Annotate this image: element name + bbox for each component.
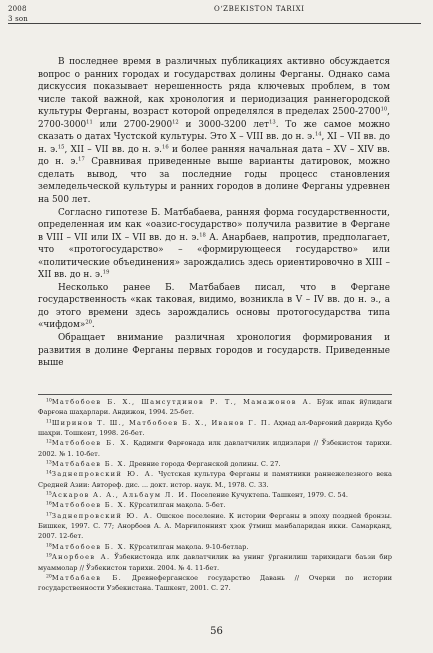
footnote-number: 14 [46,470,52,476]
footnote-number: 11 [46,419,52,425]
footnote-text: Аҳмад ал-Фарғоний даврида Қубо шаҳри. Тошкент, 1998. 26-бет. [38,418,393,438]
paragraph-2: Согласно гипотезе Б. Матбабаева, ранняя форма государственности, определенная им как «оазис-государство» получила развитие в Фергане в VIII – VII или IX – VII вв. до н. э.$^{18}$ А. Анарбаев, напротив, предполагает, что «протогосударство» – «формирующееся государство» или «политические объединения» зарождались здесь ориентировочно в XIII – XII вв. до н. э.$^{19}$ [38,207,390,281]
footnote-text: Ошское поселение. К истории Ферганы в эпоху поздней бронзы. Бишкек, 1997. С. 77; Анорбоев А. А. Марғилонният ҳзок ўтмиш манбаларидан икки. Самарқанд, 2007. 12-бет. [38,511,392,541]
footnote-number: 15 [46,491,52,497]
footnote-author: Матбабаев Б. Х. [51,460,128,469]
paragraph-1: В последнее время в различных публикациях активно обсуждается вопрос о ранних городах и государствах долины Ферганы. Однако сама дискуссия показывает нерешенность ряда ключевых проблем, в том числе такой важной, как хронология и периодизация раннегородской культуры Ферганы, возраст которой определялся в пределах 2500-2700$^{10}$, 2700-3000$^{11}$ или 2700-2900$^{12}$ и 3000-3200 лет$^{13}$. То же самое можно сказать о датах Чустской культуры. Это Х – VIII вв. до н. э.$^{14}$, XI – VII вв. до н. э.$^{15}$, XII – VII вв. до н. э.$^{16}$ и более ранняя начальная дата – XV – XIV вв. до н. э.$^{17}$ Сравнивая приведенные выше варианты датировок, можно сделать вывод, что за последние годы процесс становления земледельческой культуры и ранних городов в долине Ферганы удревнен на 500 лет. [38,57,391,206]
footnote-author: Заднепровский Ю. А. [51,470,155,479]
footnote-text: Қадимги Фарғонада илк давлатчилик илдизлари // Ўзбекистон тарихи. 2002. № 1. 10-бет. [38,439,392,458]
footnote-number: 17 [46,512,52,518]
footnote [38,438,392,459]
footnote [38,490,392,500]
footnotes [38,397,392,594]
footnote-number: 16 [46,501,52,507]
footnote-text: Чустская культура Ферганы и памятники раннежелезного века Средней Азии: Автореф. дис. ... докт. истор. наук. М., 1978. С. 33. [38,470,392,489]
footnote [38,459,392,469]
footnote-author: Заднепровский Ю. А. [51,511,154,520]
header-rule [8,23,421,24]
footnote-text: Кўрсатилган мақола. 5-бет. [127,501,226,510]
article-body [38,56,390,370]
paragraph-4: Обращает внимание различная хронология формирования и развития в долине Ферганы первых городов и государств. Приведенные выше [38,333,390,369]
header-year: 2008 [8,5,27,13]
footnote-author: Матбобоев Б. Х., Шамсутдинов Р. Т., Мамажонов А. [51,398,313,406]
footnote [38,469,392,490]
footnote-number: 18 [46,543,52,549]
footnote-author: Матбобоев Б. Х. [51,542,128,551]
footnote-author: Ширинов Т. Ш., Матбобоев Б. Х., Иванов Г. П. [51,418,272,427]
footnote-number: 13 [46,460,52,466]
footnote-rule [38,394,392,395]
footnote [38,500,392,510]
footnote-author: Матбабаев Б. [51,573,122,582]
footnote [38,418,392,439]
footnote-text: Ўзбекистонда илк давлатчилик ва унинг ўрганилиш тарихидаги баъзи бир муаммолар // Ўзбекистон тарихи. 2004. № 4. 11-бет. [38,553,392,572]
footnote [38,542,392,552]
footnote-number: 10 [46,398,52,404]
paragraph-3: Несколько ранее Б. Матбабаев писал, что в Фергане государственность «как таковая, видимо, возникла в V – IV вв. до н. э., а до этого времени здесь зарождались основы протогосударства типа «чифдом»$^{20}$. [38,282,390,331]
footnote-author: Матбобоев Б. Х. [51,439,130,448]
footnote [38,552,392,573]
header-journal-title: O‘ZBEKISTON TARIXI [214,5,305,13]
footnote [38,511,392,542]
footnote-number: 20 [46,574,52,580]
footnote-text: Кўрсатилган мақола. 9-10-бетлар. [127,542,249,551]
footnote-text: Древние города Ферганской долины. С. 27. [127,460,281,469]
footnote [38,573,392,594]
footnote-number: 12 [46,439,52,445]
footnote-author: Аскаров А. А., Альбаум Л. И. [51,491,189,500]
page-number: 56 [210,626,223,637]
footnote [38,397,392,418]
footnote-author: Матбобоев Б. Х. [51,501,128,510]
header-issue: 3 son [8,15,28,23]
footnote-author: Анорбоев А. [51,553,111,562]
footnote-text: Древнеферганское государство Давань // Очерки по истории государственности Узбекистана. Ташкент, 2001. С. 27. [38,573,392,593]
footnote-text: Бўзк ипак йўлидаги Фарғона шаҳарлари. Андижон, 1994. 25-бет. [38,398,392,417]
footnote-text: Поселение Кучуктепа. Ташкент, 1979. С. 54. [188,491,348,500]
footnote-number: 19 [46,553,52,559]
